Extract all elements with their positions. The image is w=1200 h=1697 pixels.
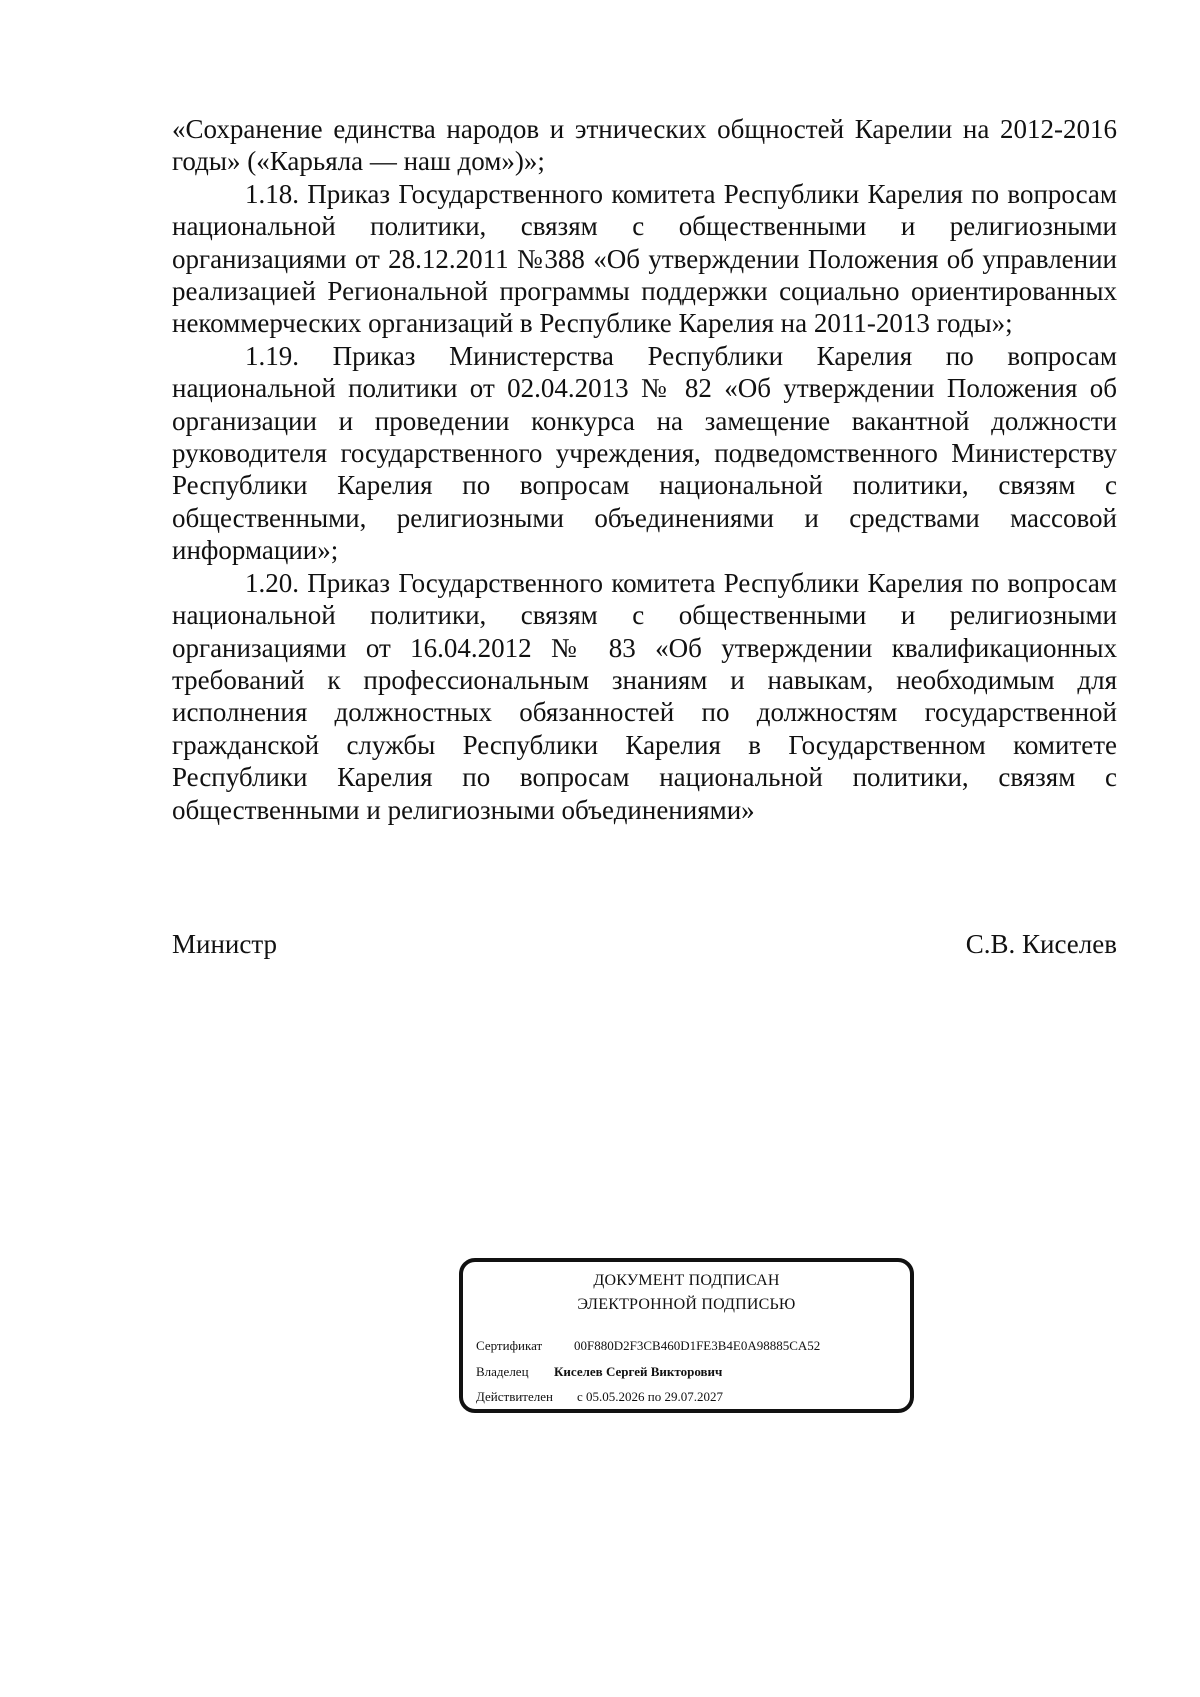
paragraph-item-1-19: 1.19. Приказ Министерства Республики Карелия по вопросам национальной политики от 02.04.2013 № 82 «Об утверждении Положения об организации и проведении конкурса на замещение вакантной должности руководителя государственного учреждения, подведомственного Министерству Республики Карелия по вопросам национальной политики, связям с общественными, религиозными объединениями и средствами массовой информации»; [172,340,1117,566]
paragraph-item-1-20: 1.20. Приказ Государственного комитета Республики Карелия по вопросам национальной политики, связям с общественными и религиозными организациями от 16.04.2012 № 83 «Об утверждении квалификационных требований к профессиональным знаниям и навыкам, необходимым для исполнения должностных обязанностей по должностям государственной гражданской службы Республики Карелия в Государственном комитете Республики Карелия по вопросам национальной политики, связям с общественными и религиозными объединениями» [172,567,1117,825]
stamp-heading-line2: ЭЛЕКТРОННОЙ ПОДПИСЬЮ [577,1296,796,1313]
stamp-validity-row [476,1388,723,1406]
stamp-heading-line1: ДОКУМЕНТ ПОДПИСАН [593,1272,780,1289]
electronic-signature-stamp [459,1258,914,1413]
document-body [172,113,1117,826]
stamp-certificate-value: 00F880D2F3CB460D1FE3B4E0A98885CA52 [574,1338,821,1353]
stamp-validity-value: с 05.05.2026 по 29.07.2027 [577,1389,723,1404]
signatory-position: Министр [172,929,277,959]
stamp-validity-label: Действителен [476,1389,553,1404]
stamp-owner-value: Киселев Сергей Викторович [554,1364,723,1379]
stamp-owner-row [476,1363,722,1381]
signatory-name: С.В. Киселев [965,929,1117,959]
paragraph-item-1-18: 1.18. Приказ Государственного комитета Республики Карелия по вопросам национальной политики, связям с общественными и религиозными организациями от 28.12.2011 №388 «Об утверждении Положения об управлении реализацией Региональной программы поддержки социально ориентированных некоммерческих организаций в Республике Карелия на 2011-2013 годы»; [172,178,1117,339]
paragraph-continuation: «Сохранение единства народов и этнических общностей Карелии на 2012-2016 годы» («Карьяла — наш дом»)»; [172,114,1117,177]
stamp-certificate-row [476,1337,820,1355]
stamp-certificate-label: Сертификат [476,1338,543,1353]
stamp-owner-label: Владелец [476,1364,529,1379]
